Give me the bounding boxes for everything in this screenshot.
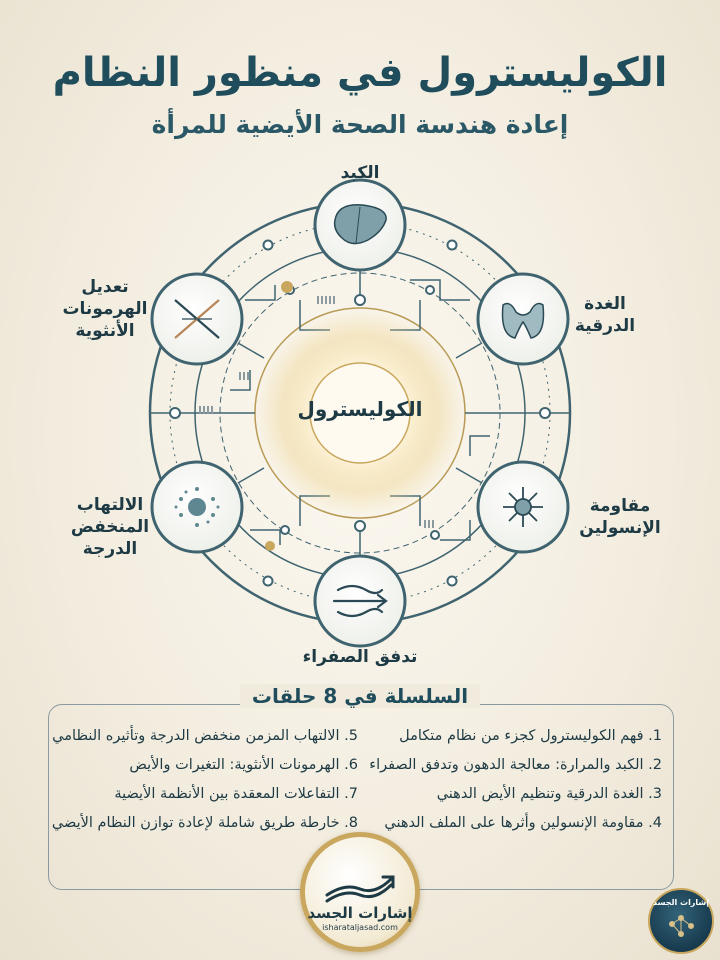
label-thyroid-line2: الدرقية [574, 316, 636, 336]
label-inflammation-line3: الدرجة [82, 539, 138, 559]
list-item: 7. التفاعلات المعقدة بين الأنظمة الأيضية [114, 786, 358, 802]
label-thyroid [555, 293, 655, 337]
insulin-icon [503, 487, 543, 527]
label-inflammation-line2: المنخفض [70, 517, 150, 537]
label-hormones-line1: تعديل [81, 277, 129, 297]
label-insulin-line1: مقاومة [589, 496, 651, 516]
list-item: 1. فهم الكوليسترول كجزء من نظام متكامل [399, 728, 662, 744]
list-item: 6. الهرمونات الأنثوية: التغيرات والأيض [129, 757, 358, 773]
center-label: الكوليسترول [297, 397, 423, 421]
label-hormones-line3: الأنثوية [75, 321, 135, 341]
gold-accent-dot [281, 281, 293, 293]
node-liver [315, 180, 405, 270]
node-bile-flow [315, 556, 405, 646]
label-liver-text: الكبد [340, 163, 380, 183]
corner-badge-text: إشارات الجسد [652, 898, 710, 907]
list-item: 8. خارطة طريق شاملة لإعادة توازن النظام الأيضي [51, 815, 358, 831]
list-item: 5. الالتهاب المزمن منخفض الدرجة وتأثيره النظامي [52, 728, 358, 744]
label-insulin-line2: الإنسولين [579, 518, 661, 538]
label-inflammation-line1: الالتهاب [76, 495, 144, 515]
label-thyroid-line1: الغدة [584, 294, 626, 314]
label-hormones-line2: الهرمونات [62, 299, 148, 319]
label-bile-flow-text: تدفق الصفراء [302, 647, 418, 667]
page-title: الكوليسترول في منظور النظام [52, 50, 668, 96]
label-hormones [40, 276, 170, 342]
list-item: 4. مقاومة الإنسولين وأثرها على الملف الدهني [384, 815, 662, 831]
brand-logo-name: إشارات الجسد [307, 904, 413, 922]
page-subtitle: إعادة هندسة الصحة الأيضية للمرأة [151, 110, 569, 139]
label-liver [310, 162, 410, 184]
label-inflammation [50, 494, 170, 560]
series-list-left [51, 722, 358, 838]
node-insulin [478, 462, 568, 552]
label-bile-flow [280, 646, 440, 668]
label-insulin [565, 495, 675, 539]
list-item: 3. الغدة الدرقية وتنظيم الأيض الدهني [436, 786, 662, 802]
list-item: 2. الكبد والمرارة: معالجة الدهون وتدفق الصفراء [369, 757, 662, 773]
gold-accent-dot-2 [265, 541, 275, 551]
brand-logo-url: isharataljasad.com [322, 923, 398, 932]
series-list-right [362, 722, 662, 838]
brand-logo [300, 832, 420, 952]
series-panel-title: السلسلة في 8 حلقات [240, 684, 480, 708]
